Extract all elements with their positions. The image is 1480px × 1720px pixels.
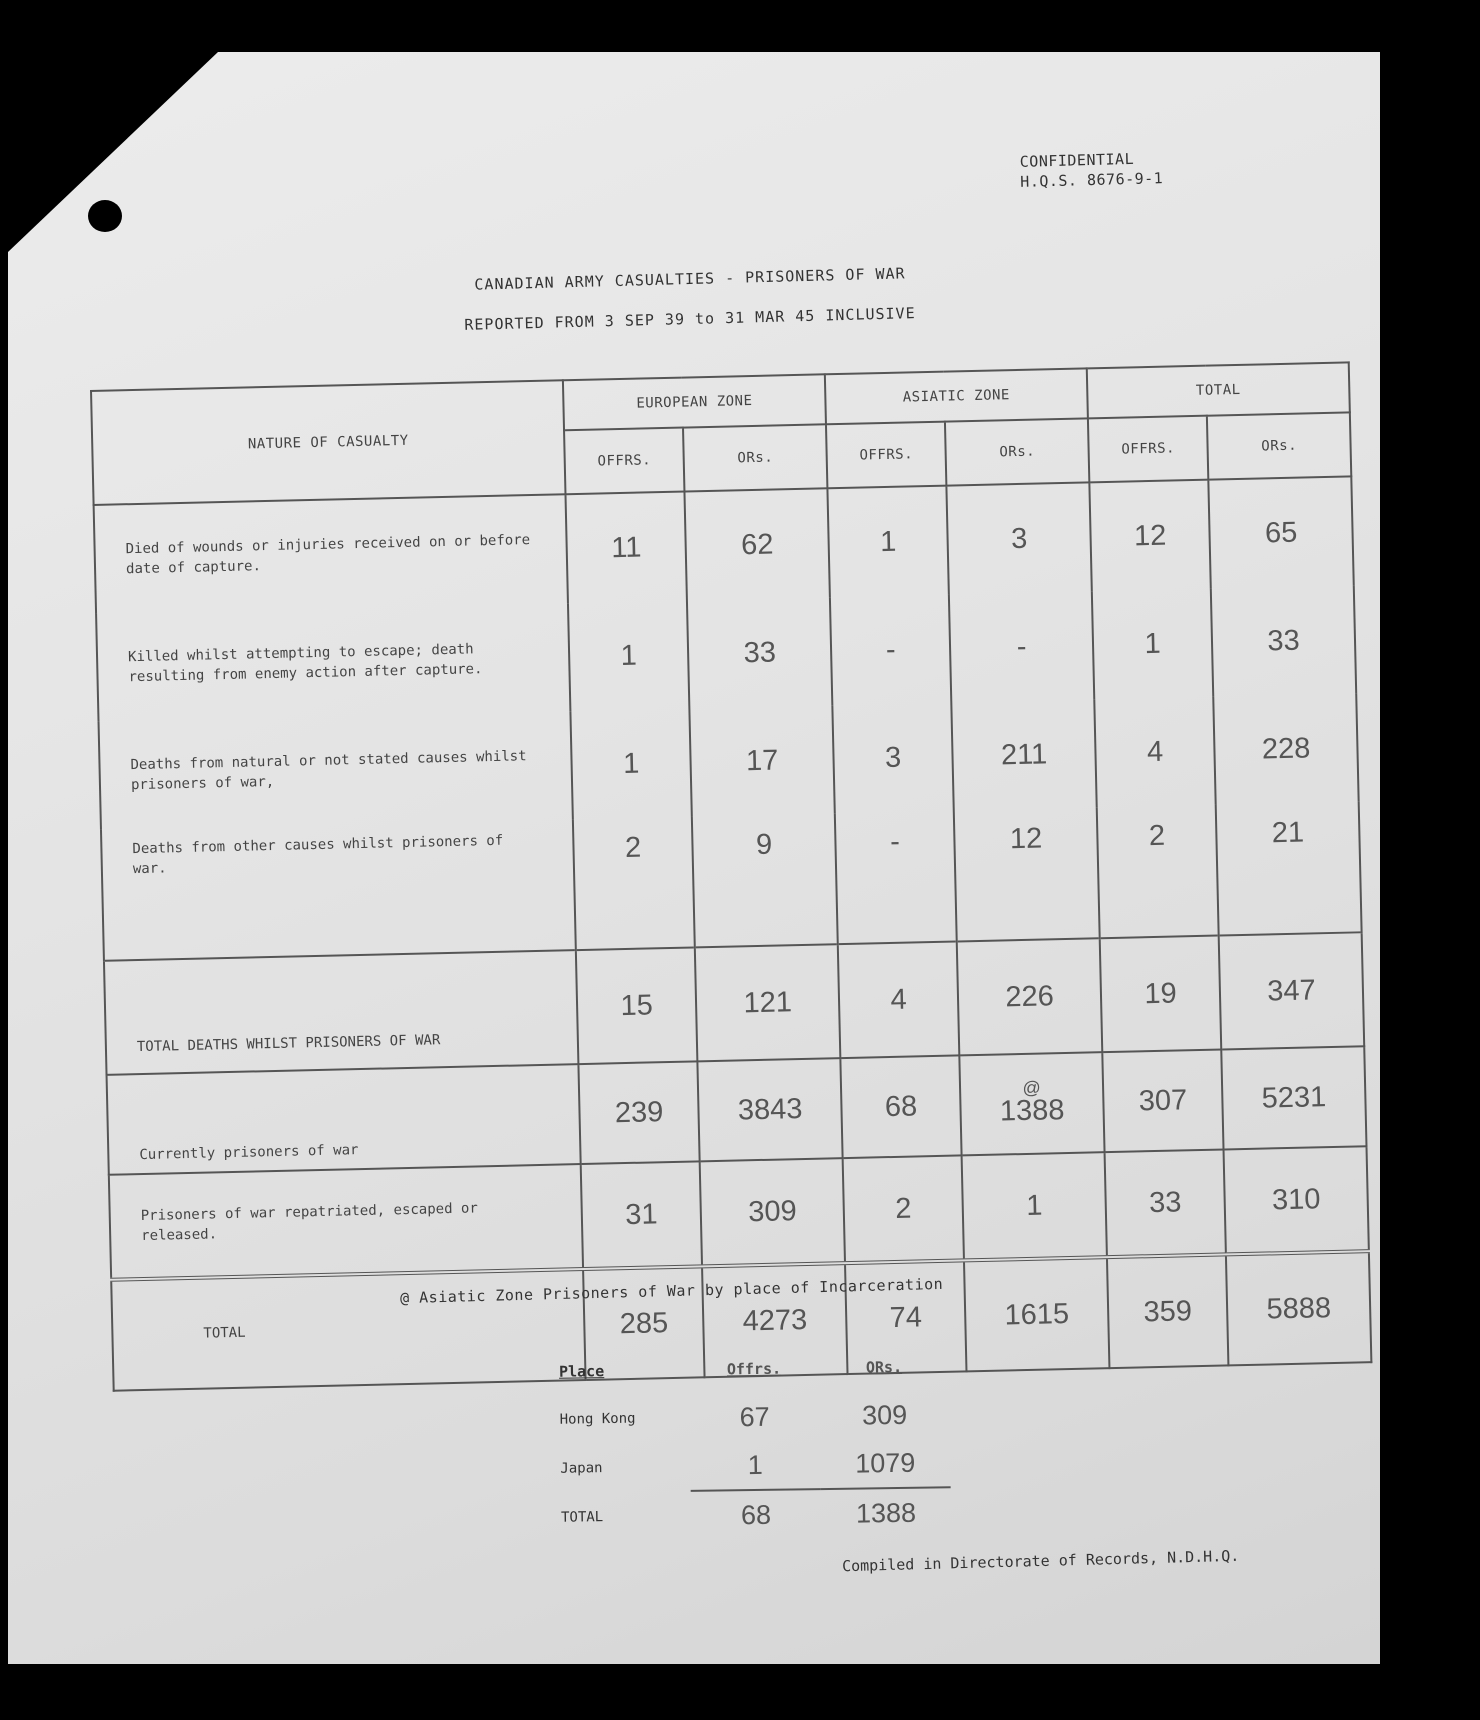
cell-value-marked	[960, 1052, 1105, 1155]
offrs-header: Offrs.	[726, 1359, 782, 1379]
cell-value: 310	[1224, 1146, 1369, 1254]
sub-header: OFFRS.	[826, 422, 947, 489]
cell-value: 62	[685, 488, 830, 600]
zone-header-total: TOTAL	[1087, 362, 1350, 418]
cell-value: 2	[843, 1155, 965, 1263]
incarceration-header-row	[559, 1342, 950, 1395]
cell-value: 239	[578, 1061, 699, 1164]
cell-value: 347	[1219, 932, 1364, 1049]
cell-value: 17	[690, 705, 835, 816]
row-label: TOTAL	[111, 1269, 585, 1391]
punch-hole	[88, 200, 122, 232]
cell-value: -	[830, 595, 952, 706]
cell-value: 285	[583, 1266, 705, 1380]
cell-value: 1	[827, 486, 949, 598]
table-row	[561, 1487, 952, 1541]
cell-value: 5888	[1226, 1251, 1371, 1365]
place-header: Place	[558, 1362, 605, 1381]
row-label: Currently prisoners of war	[107, 1064, 581, 1175]
cell-value: 19	[1100, 936, 1222, 1053]
cell-value: 1	[570, 708, 692, 819]
file-reference: H.Q.S. 8676-9-1	[1020, 169, 1164, 191]
cell-value: -	[835, 811, 957, 945]
ors-value: 309	[861, 1399, 908, 1431]
cell-value: 5231	[1221, 1046, 1366, 1149]
cell-value: 74	[845, 1260, 967, 1374]
place-name: TOTAL	[560, 1508, 604, 1526]
cell-value: 2	[1097, 805, 1219, 939]
cell-value: 1	[962, 1152, 1107, 1260]
cell-value: 12	[1089, 480, 1211, 592]
cell-value: 226	[957, 938, 1102, 1055]
cell-value: 33	[687, 597, 832, 708]
cell-value: 211	[952, 699, 1097, 810]
row-label: Killed whilst attempting to escape; death resulting from enemy action after capture.	[96, 603, 570, 722]
cell-value: 4	[1094, 697, 1216, 808]
document-title: CANADIAN ARMY CASUALTIES - PRISONERS OF WAR	[474, 264, 906, 294]
table-row	[559, 1390, 950, 1443]
cell-value: 1388	[999, 1093, 1065, 1128]
cell-value: 2	[573, 816, 695, 950]
zone-header-asiatic: ASIATIC ZONE	[825, 368, 1088, 424]
casualty-table	[90, 361, 1372, 1391]
cell-value: 309	[700, 1158, 845, 1266]
cell-value: 3843	[698, 1058, 843, 1161]
nature-header: NATURE OF CASUALTY	[91, 380, 565, 505]
cell-value: 33	[1211, 585, 1356, 696]
sub-header: OFFRS.	[1088, 416, 1209, 483]
incarceration-table	[559, 1342, 952, 1541]
table-row	[560, 1438, 951, 1492]
row-label: Deaths from other causes whilst prisoners of war.	[101, 819, 576, 961]
cell-value: 9	[692, 813, 838, 947]
cell-value: 15	[576, 947, 698, 1064]
cell-value: 33	[1105, 1149, 1227, 1257]
row-label: Deaths from natural or not stated causes whilst prisoners of war,	[99, 711, 573, 830]
cell-value: 65	[1209, 476, 1354, 588]
zone-header-european: EUROPEAN ZONE	[563, 374, 826, 430]
footnote: @ Asiatic Zone Prisoners of War by place of Incarceration	[399, 1274, 944, 1308]
cell-value: 228	[1213, 693, 1358, 804]
sub-header: ORs.	[945, 418, 1089, 485]
cell-value: 307	[1102, 1049, 1223, 1152]
cell-value: 11	[565, 492, 687, 604]
ors-header: ORs.	[865, 1357, 903, 1377]
cell-value: 1615	[964, 1257, 1109, 1371]
cell-value: 3	[947, 482, 1092, 594]
place-name: Hong Kong	[559, 1410, 636, 1428]
document-subtitle: REPORTED FROM 3 SEP 39 to 31 MAR 45 INCLUSIVE	[464, 304, 916, 334]
cell-value: 3	[832, 703, 954, 814]
cell-value: -	[949, 591, 1094, 702]
offrs-value: 1	[690, 1440, 821, 1491]
place-name: Japan	[560, 1459, 603, 1477]
offrs-value: 67	[739, 1401, 770, 1432]
classification-block	[1020, 148, 1164, 192]
compiled-by-note: Compiled in Directorate of Records, N.D.H.Q.	[841, 1546, 1240, 1576]
footnote-marker: @	[1022, 1077, 1042, 1098]
sub-header: OFFRS.	[564, 428, 685, 495]
cell-value: 68	[840, 1055, 961, 1158]
cell-value: 12	[954, 807, 1100, 941]
row-label: Died of wounds or injuries received on or before date of capture.	[94, 494, 568, 614]
cell-value: 21	[1216, 801, 1362, 935]
classification-label: CONFIDENTIAL	[1019, 149, 1135, 171]
sub-header: ORs.	[683, 424, 827, 491]
cell-value: 4273	[702, 1263, 847, 1377]
ors-value: 1388	[855, 1497, 917, 1529]
cell-value: 1	[568, 601, 690, 712]
cell-value: 4	[838, 941, 960, 1058]
cell-value: 121	[695, 944, 840, 1061]
offrs-value: 68	[740, 1499, 772, 1530]
sub-header: ORs.	[1207, 412, 1351, 479]
cell-value: 359	[1107, 1254, 1229, 1368]
ors-value: 1079	[820, 1438, 951, 1489]
cell-value: 31	[581, 1161, 703, 1269]
row-label: Prisoners of war repatriated, escaped or released.	[109, 1164, 583, 1280]
cell-value: 1	[1092, 589, 1214, 700]
row-label: TOTAL DEATHS WHILST PRISONERS OF WAR	[104, 950, 578, 1075]
